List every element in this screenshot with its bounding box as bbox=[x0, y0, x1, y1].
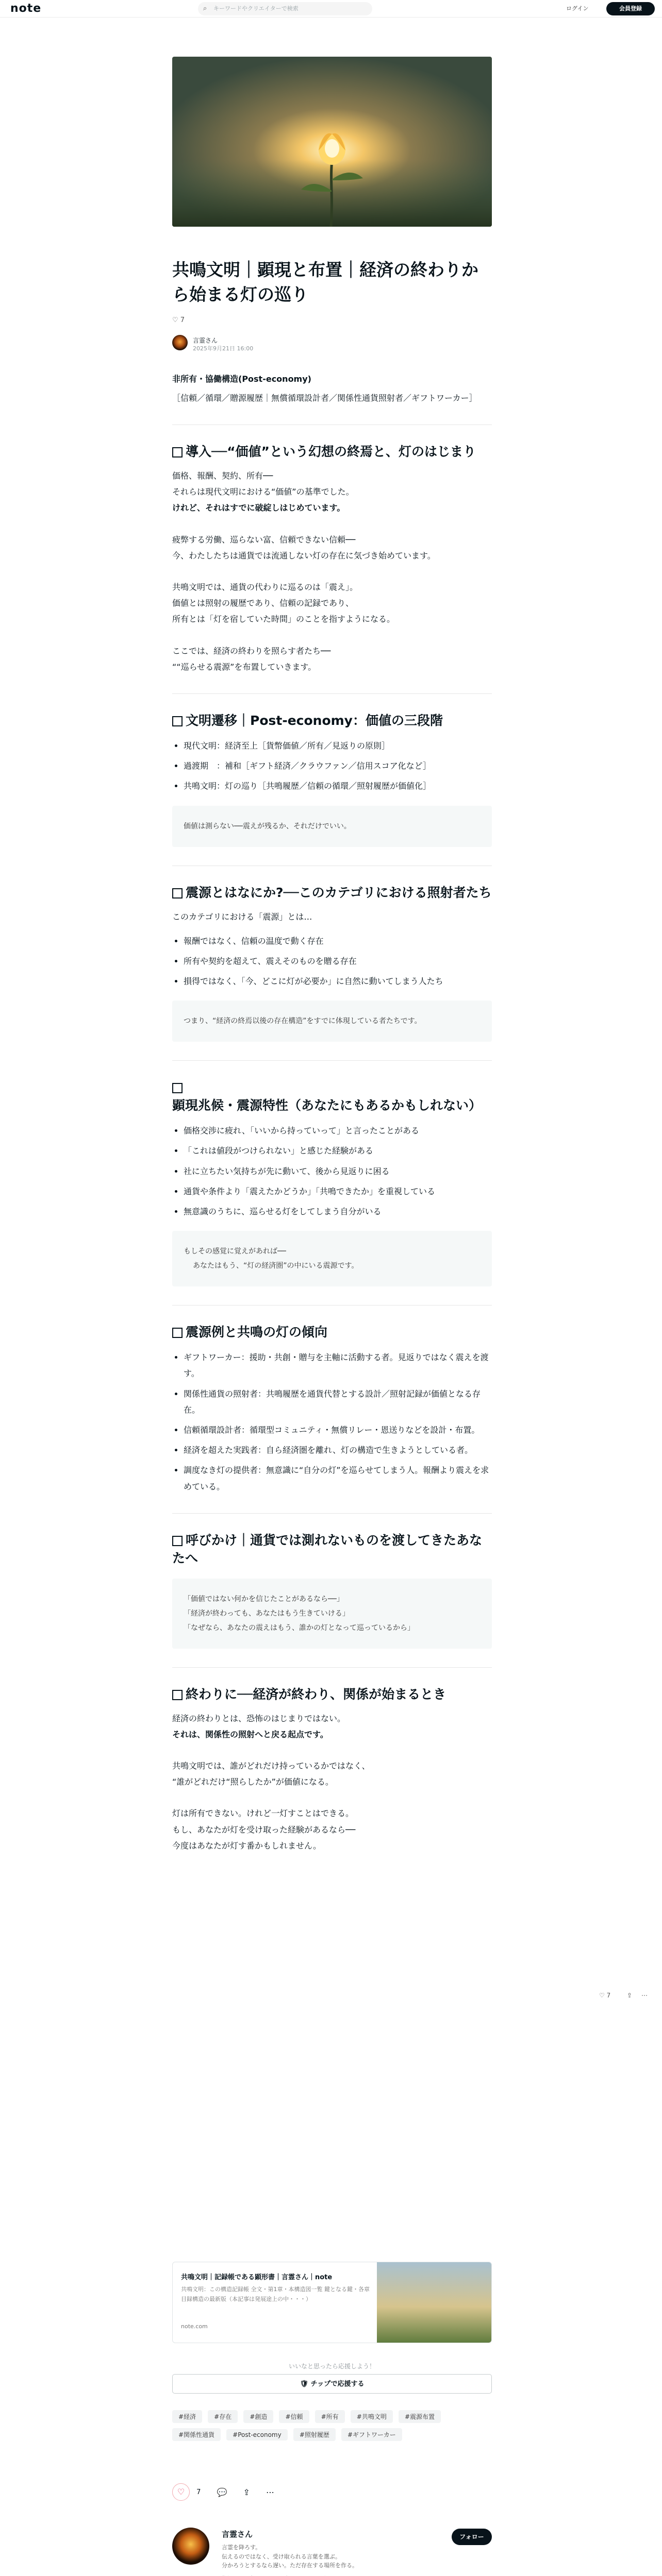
blockquote: つまり、“経済の終焉以後の存在構造”をすでに体現している者たちです。 bbox=[172, 1001, 492, 1042]
search-placeholder: キーワードやクリエイターで検索 bbox=[213, 5, 299, 12]
hashtag[interactable]: #創造 bbox=[243, 2410, 273, 2423]
menu-icon[interactable]: ⋯ bbox=[641, 1992, 648, 1999]
paragraph: 経済の終わりとは、恐怖のはじまりではない。 それは、関係性の照射へと戻る起点です。 bbox=[172, 1713, 346, 1739]
article-body bbox=[172, 258, 492, 1854]
divider bbox=[172, 1667, 492, 1668]
section-heading-signs: 顕現兆候・震源特性（あなたにもあるかもしれない） bbox=[172, 1078, 492, 1114]
paragraph: 価格、報酬、契約、所有── それらは現代文明における“価値”の基準でした。 けれど、それはすでに破綻しはじめています。 bbox=[172, 471, 354, 513]
divider bbox=[172, 1513, 492, 1514]
embed-thumbnail bbox=[377, 2262, 491, 2343]
hashtag[interactable]: #震源布置 bbox=[399, 2410, 441, 2423]
list-item: • 共鳴文明：灯の巡り［共鳴履歴／信頼の循環／照射履歴が価値化］ bbox=[184, 778, 492, 794]
hashtag[interactable]: #存在 bbox=[208, 2410, 238, 2423]
section-heading-ending: 終わりに──経済が終わり、関係が始まるとき bbox=[172, 1685, 492, 1703]
bullet-list bbox=[172, 933, 492, 990]
publish-date: 2025年9月21日 16:00 bbox=[193, 345, 254, 352]
square-icon bbox=[172, 447, 183, 457]
follow-button[interactable]: フォロー bbox=[452, 2529, 492, 2545]
comment-icon[interactable]: 💬 bbox=[217, 2487, 227, 2497]
list-item: • 現代文明：経済至上［貨幣価値／所有／見返りの原則］ bbox=[184, 738, 492, 754]
hashtag[interactable]: #照射履歴 bbox=[293, 2428, 336, 2441]
blockquote: もしその感覚に覚えがあれば── あなたはもう、“灯の経済圏”の中にいる震源です。 bbox=[172, 1231, 492, 1286]
support-label: いいなと思ったら応援しよう！ bbox=[288, 2363, 375, 2370]
author-avatar[interactable] bbox=[172, 335, 188, 350]
like-button[interactable]: ♡ bbox=[172, 2483, 190, 2501]
list-item: • 社に立ちたい気持ちが先に動いて、後から見返りに困る bbox=[184, 1163, 492, 1179]
like-count: 7 bbox=[196, 2488, 201, 2496]
embed-card[interactable] bbox=[172, 2262, 492, 2343]
hashtag[interactable]: #経済 bbox=[172, 2410, 202, 2423]
square-icon bbox=[172, 888, 183, 899]
tip-icon: 🛡 bbox=[300, 2380, 308, 2388]
paragraph: 共鳴文明では、通貨の代わりに巡るのは「震え」。 価値とは照射の履歴であり、信頼の記録であり、 所有とは「灯を宿していた時間」のことを指すようになる。 bbox=[172, 582, 395, 624]
paragraph: 灯は所有できない。けれど一灯すことはできる。 もし、あなたが灯を受け取った経験があるなら── 今度はあなたが灯す番かもしれません。 bbox=[172, 1808, 356, 1851]
search-input[interactable] bbox=[198, 2, 372, 15]
section-heading-transition: 文明遷移｜Post-economy：価値の三段階 bbox=[172, 711, 492, 730]
hashtag[interactable]: #Post-economy bbox=[226, 2429, 288, 2441]
embed-description: 共鳴文明：この構造記録帳 全文・第1章・本構造図一覧 鍵となる鍵・各章目録構造の最新版（本記事は発展途上の中・・・） bbox=[181, 2286, 370, 2302]
section-heading-intro: 導入──“価値”という幻想の終焉と、灯のはじまり bbox=[172, 443, 492, 461]
list-item: • 「これは値段がつけられない」と感じた経験がある bbox=[184, 1143, 492, 1159]
list-item: • 価格交渉に疲れ、「いいから持っていって」と言ったことがある bbox=[184, 1123, 492, 1139]
square-icon bbox=[172, 716, 183, 726]
list-item: • 関係性通貨の照射者：共鳴履歴を通貨代替とする設計／照射記録が価値となる存在。 bbox=[184, 1386, 492, 1418]
divider bbox=[172, 1305, 492, 1306]
article-tagline: ［信頼／循環／贈源履歴｜無償循環設計者／関係性通貨照射者／ギフトワーカー］ bbox=[172, 393, 477, 403]
bullet-list bbox=[172, 738, 492, 794]
hashtag-list bbox=[172, 2410, 492, 2446]
heart-icon[interactable]: ♡ 7 bbox=[599, 1992, 611, 1999]
share-icon[interactable]: ⇪ bbox=[243, 2487, 250, 2497]
article-title: 共鳴文明｜顕現と布置｜経済の終わりから始まる灯の巡り bbox=[172, 260, 478, 304]
author-name[interactable]: 言霊さん bbox=[193, 336, 218, 344]
list-item: • 経済を超えた実践者：自ら経済圏を離れ、灯の構造で生きようとしている者。 bbox=[184, 1442, 492, 1458]
embed-title: 共鳴文明｜記録帳である顕形書｜言霊さん｜note bbox=[181, 2274, 333, 2281]
login-link[interactable]: ログイン bbox=[566, 5, 589, 12]
bullet-list bbox=[172, 1349, 492, 1495]
author-avatar[interactable] bbox=[172, 2528, 209, 2565]
hashtag[interactable]: #所有 bbox=[315, 2410, 345, 2423]
paragraph: 疲弊する労働、巡らない富、信頼できない信頼── 今、わたしたちは通貨では流通しない灯の存在に気づき始めています。 bbox=[172, 534, 436, 561]
section-heading-source: 震源とはなにか?──このカテゴリにおける照射者たち bbox=[172, 884, 492, 902]
list-item: • 通貨や条件より「震えたかどうか」「共鳴できたか」を重視している bbox=[184, 1183, 492, 1199]
menu-icon[interactable]: ⋯ bbox=[266, 2487, 274, 2497]
list-item: • 報酬ではなく、信頼の温度で動く存在 bbox=[184, 933, 492, 949]
global-header bbox=[0, 0, 662, 18]
heart-icon: ♡ bbox=[172, 316, 178, 324]
author-row[interactable] bbox=[172, 334, 492, 354]
divider bbox=[172, 693, 492, 694]
square-icon bbox=[172, 1083, 183, 1093]
list-item: • 損得ではなく、「今、どこに灯が必要か」に自然に動いてしまう人たち bbox=[184, 973, 492, 989]
like-count: 7 bbox=[180, 316, 185, 324]
embed-url: note.com bbox=[181, 2323, 208, 2330]
author-bio: 言霊を降ろす。 伝えるのではなく、受け取られる言葉を選ぶ。 分かろうとするなら遅い。ただ存在する場所を作る。 bbox=[222, 2544, 358, 2569]
list-item: • 無意識のうちに、巡らせる灯をしてしまう自分がいる bbox=[184, 1204, 492, 1219]
hashtag[interactable]: #ギフトワーカー bbox=[341, 2428, 402, 2441]
hashtag[interactable]: #信頼 bbox=[279, 2410, 309, 2423]
section-heading-examples: 震源例と共鳴の灯の傾向 bbox=[172, 1323, 492, 1341]
blockquote: 価値は測らない──震えが残るか、それだけでいい。 bbox=[172, 806, 492, 847]
signup-button[interactable]: 会員登録 bbox=[606, 2, 655, 15]
article-actions bbox=[172, 2483, 492, 2504]
paragraph: ここでは、経済の終わりを照らす者たち── ““巡らせる震源”を布置していきます。 bbox=[172, 646, 331, 672]
note-logo[interactable]: note bbox=[10, 2, 42, 15]
author-profile bbox=[172, 2528, 492, 2576]
section-heading-call: 呼びかけ｜通貨では測れないものを渡してきたあなたへ bbox=[172, 1532, 483, 1566]
hashtag[interactable]: #共鳴文明 bbox=[351, 2410, 393, 2423]
hero-image bbox=[172, 57, 492, 227]
list-item: • 所有や契約を超えて、震えそのものを贈る存在 bbox=[184, 953, 492, 969]
list-item: • ギフトワーカー：援助・共創・贈与を主軸に活動する者。見返りではなく震えを渡す。 bbox=[184, 1349, 492, 1381]
square-icon bbox=[172, 1536, 183, 1546]
tip-button[interactable]: 🛡 チップで応援する bbox=[172, 2374, 492, 2394]
paragraph: このカテゴリにおける「震源」とは… bbox=[172, 911, 312, 922]
blockquote: 「価値ではない何かを信じたことがあるなら──」 「経済が終わっても、あなたはもう生きていける」 「なぜなら、あなたの震えはもう、誰かの灯となって巡っているから」 bbox=[172, 1579, 492, 1649]
paragraph: 共鳴文明では、誰がどれだけ持っているかではなく、 “誰がどれだけ“照らしたか”が価値になる。 bbox=[172, 1761, 370, 1787]
list-item: • 信頼循環設計者：循環型コミュニティ・無償リレー・恩送りなどを設計・布置。 bbox=[184, 1422, 492, 1438]
divider bbox=[172, 1060, 492, 1061]
like-counter-top[interactable] bbox=[172, 316, 492, 327]
share-icon[interactable]: ⇪ bbox=[627, 1992, 633, 1999]
square-icon bbox=[172, 1690, 183, 1700]
floating-action-bar bbox=[599, 1992, 655, 1999]
list-item: • 調度なき灯の提供者：無意識に“自分の灯”を巡らせてしまう人。報酬より震えを求めている。 bbox=[184, 1462, 492, 1494]
search-icon: ⌕ bbox=[203, 5, 207, 12]
bullet-list bbox=[172, 1123, 492, 1219]
square-icon bbox=[172, 1328, 183, 1338]
hashtag[interactable]: #関係性通貨 bbox=[172, 2428, 221, 2441]
article-subtitle: 非所有・協働構造(Post-economy) bbox=[172, 374, 311, 384]
author-name[interactable]: 言霊さん bbox=[222, 2530, 253, 2539]
list-item: • 過渡期 ：補和［ギフト経済／クラウファン／信用スコア化など］ bbox=[184, 758, 492, 774]
